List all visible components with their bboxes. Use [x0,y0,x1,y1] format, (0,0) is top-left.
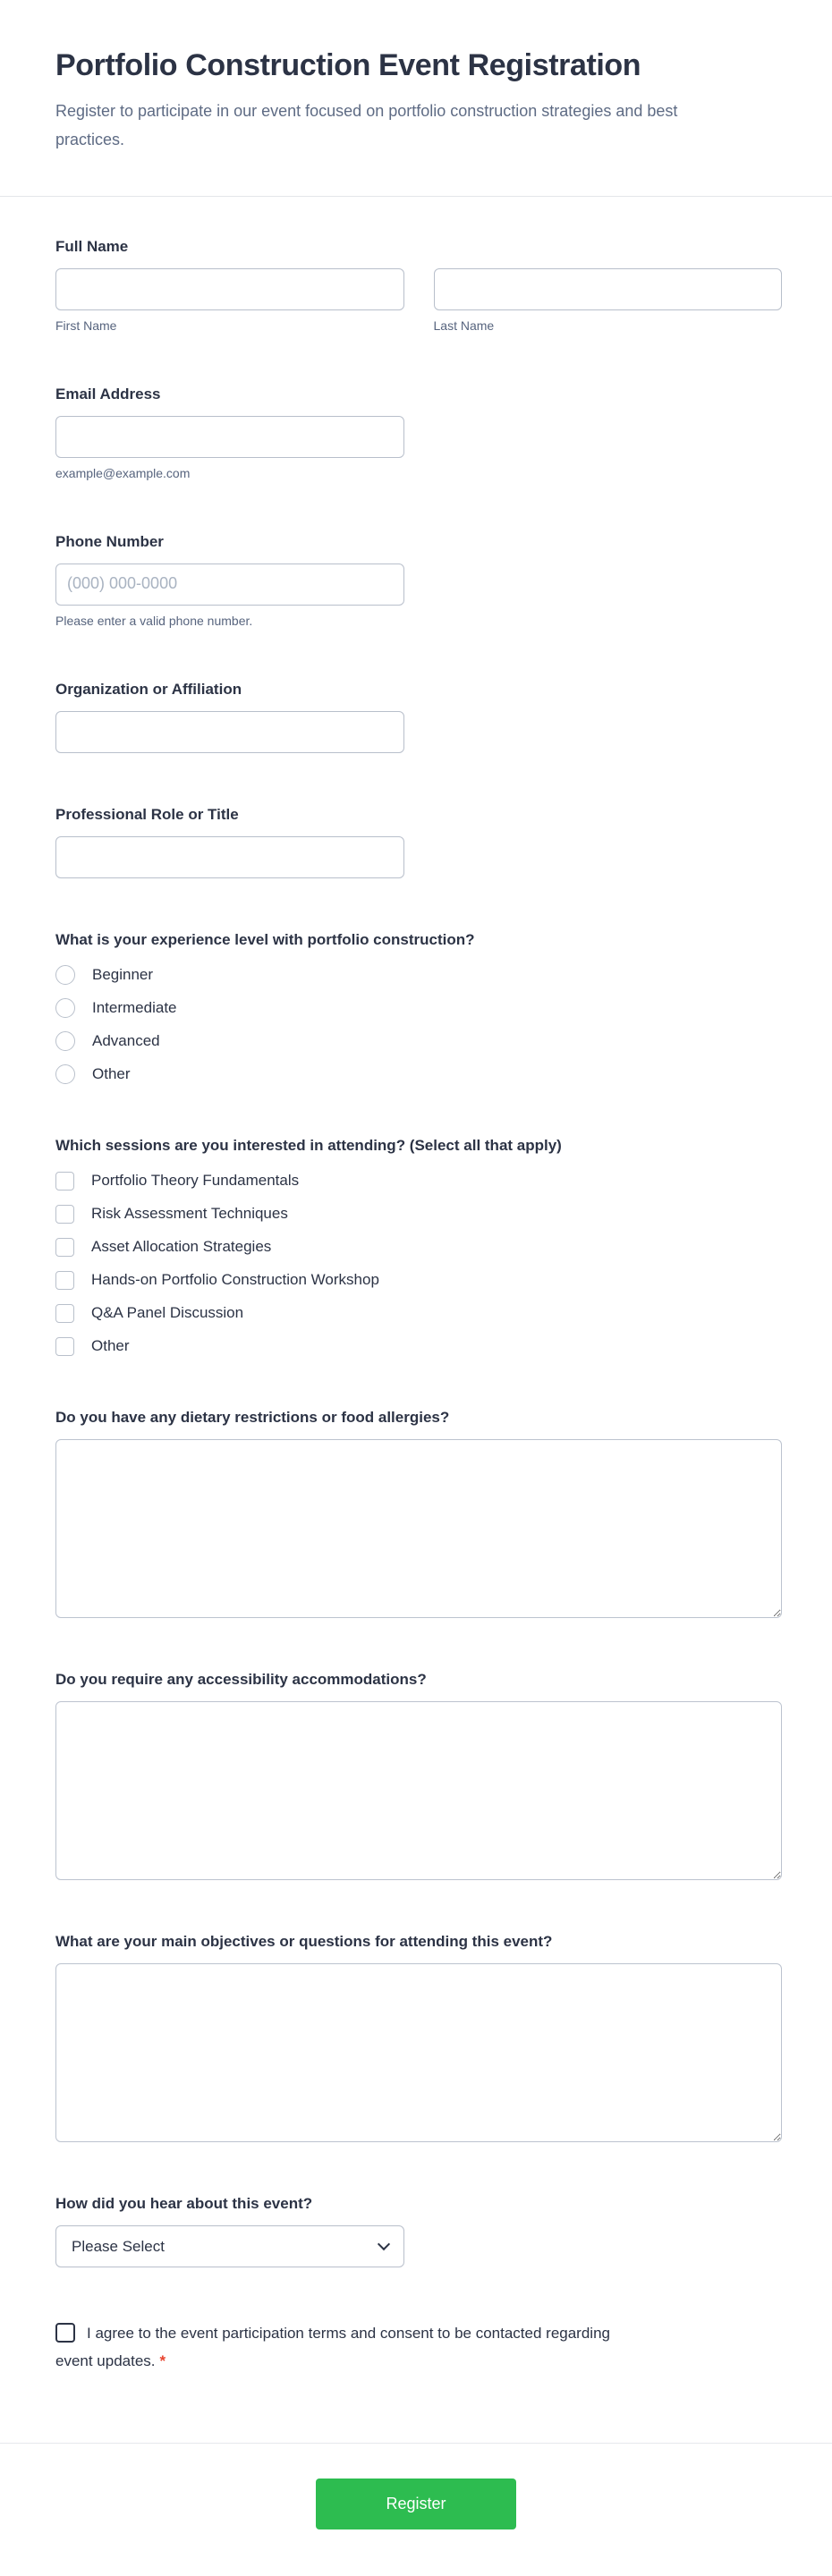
radio-option-other[interactable] [55,1064,782,1084]
consent-label: I agree to the event participation terms and consent to be contacted regarding event updates. [55,2325,610,2369]
full-name-label: Full Name [55,238,129,255]
consent-checkbox[interactable] [55,2323,75,2343]
role-input[interactable] [55,836,404,878]
field-experience-level [55,930,782,1084]
checkbox-icon[interactable] [55,1304,74,1323]
email-sublabel: example@example.com [55,466,191,480]
radio-option-beginner[interactable] [55,965,782,985]
form-header [0,0,832,196]
checkbox-icon[interactable] [55,1238,74,1257]
radio-button-icon[interactable] [55,998,75,1018]
radio-button-icon[interactable] [55,965,75,985]
first-name-input[interactable] [55,268,404,310]
last-name-input[interactable] [434,268,783,310]
role-label: Professional Role or Title [55,806,239,823]
email-label: Email Address [55,386,161,402]
objectives-question-label: What are your main objectives or questions for attending this event? [55,1933,553,1950]
checkbox-option-label: Asset Allocation Strategies [91,1238,272,1255]
objectives-textarea[interactable] [55,1963,782,2142]
dietary-question-label: Do you have any dietary restrictions or food allergies? [55,1409,450,1426]
radio-option-label: Intermediate [92,999,177,1016]
checkbox-option-qa-panel[interactable] [55,1303,782,1323]
field-full-name [55,237,782,333]
accessibility-question-label: Do you require any accessibility accommodations? [55,1671,427,1688]
field-organization [55,680,782,753]
phone-input[interactable] [55,564,404,606]
checkbox-icon[interactable] [55,1172,74,1191]
field-email [55,385,782,480]
page-subtitle: Register to participate in our event focused on portfolio construction strategies and best practices. [55,102,678,148]
radio-option-label: Beginner [92,966,154,983]
phone-label: Phone Number [55,533,164,550]
checkbox-option-portfolio-theory[interactable] [55,1171,782,1191]
checkbox-option-label: Risk Assessment Techniques [91,1205,288,1222]
field-accessibility [55,1670,782,1880]
checkbox-option-risk-assessment[interactable] [55,1204,782,1224]
required-asterisk: * [159,2352,166,2369]
chevron-down-icon [378,2238,390,2250]
checkbox-option-label: Q&A Panel Discussion [91,1304,244,1321]
checkbox-option-label: Other [91,1337,130,1354]
sessions-question-label: Which sessions are you interested in attending? (Select all that apply) [55,1137,562,1154]
referral-select[interactable] [55,2225,404,2267]
radio-option-intermediate[interactable] [55,998,782,1018]
checkbox-option-other[interactable] [55,1336,782,1356]
field-phone [55,532,782,628]
field-sessions [55,1136,782,1356]
first-name-sublabel: First Name [55,318,117,333]
field-dietary [55,1408,782,1618]
form-body [0,197,832,2443]
name-row [55,268,782,333]
checkbox-option-asset-allocation[interactable] [55,1237,782,1257]
field-referral [55,2194,782,2267]
radio-option-label: Advanced [92,1032,160,1049]
first-name-col [55,268,404,333]
field-role [55,805,782,878]
field-consent [55,2319,628,2375]
radio-button-icon[interactable] [55,1064,75,1084]
last-name-col [434,268,783,333]
referral-question-label: How did you hear about this event? [55,2195,313,2212]
checkbox-option-label: Hands-on Portfolio Construction Workshop [91,1271,379,1288]
checkbox-icon[interactable] [55,1205,74,1224]
radio-option-advanced[interactable] [55,1031,782,1051]
dietary-textarea[interactable] [55,1439,782,1618]
experience-question-label: What is your experience level with portfolio construction? [55,931,475,948]
field-objectives [55,1932,782,2142]
accessibility-textarea[interactable] [55,1701,782,1880]
page-title: Portfolio Construction Event Registration [55,48,641,82]
referral-select-value: Please Select [72,2237,165,2255]
organization-label: Organization or Affiliation [55,681,242,698]
radio-option-label: Other [92,1065,131,1082]
checkbox-icon[interactable] [55,1337,74,1356]
phone-sublabel: Please enter a valid phone number. [55,614,253,628]
radio-button-icon[interactable] [55,1031,75,1051]
last-name-sublabel: Last Name [433,318,495,333]
email-input[interactable] [55,416,404,458]
checkbox-icon[interactable] [55,1271,74,1290]
checkbox-option-label: Portfolio Theory Fundamentals [91,1172,300,1189]
organization-input[interactable] [55,711,404,753]
register-button[interactable]: Register [316,2479,516,2529]
form-footer [0,2444,832,2576]
checkbox-option-hands-on-workshop[interactable] [55,1270,782,1290]
